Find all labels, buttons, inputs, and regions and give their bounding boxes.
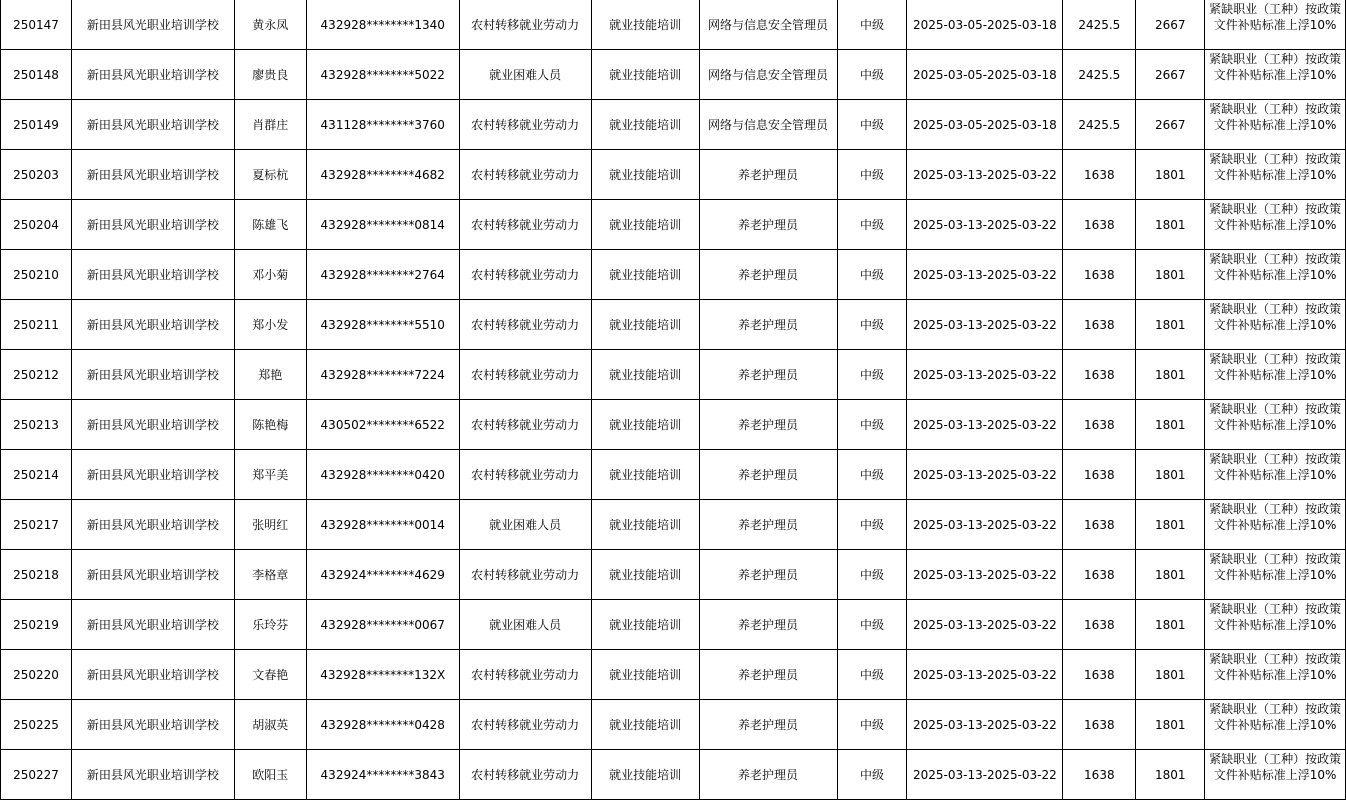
cell-school-name: 新田县风光职业培训学校 (71, 600, 234, 650)
cell-record-id: 250218 (1, 550, 72, 600)
cell-skill-level: 中级 (837, 200, 907, 250)
cell-personnel-category: 农村转移就业劳动力 (459, 300, 591, 350)
cell-training-period: 2025-03-05-2025-03-18 (907, 50, 1063, 100)
cell-training-period: 2025-03-05-2025-03-18 (907, 100, 1063, 150)
cell-id-number: 432928********0428 (306, 700, 459, 750)
table-row (1, 400, 1346, 450)
cell-trainee-name: 陈雄飞 (234, 200, 306, 250)
cell-subsidy-amount: 1801 (1136, 550, 1205, 600)
cell-skill-level: 中级 (837, 300, 907, 350)
cell-personnel-category: 就业困难人员 (459, 500, 591, 550)
cell-note: 紧缺职业（工种）按政策文件补贴标准上浮10% (1205, 500, 1346, 550)
cell-training-period: 2025-03-13-2025-03-22 (907, 750, 1063, 800)
cell-skill-level: 中级 (837, 150, 907, 200)
cell-school-name: 新田县风光职业培训学校 (71, 300, 234, 350)
cell-subsidy-base: 2425.5 (1063, 100, 1136, 150)
cell-school-name: 新田县风光职业培训学校 (71, 100, 234, 150)
cell-record-id: 250147 (1, 0, 72, 50)
cell-training-period: 2025-03-13-2025-03-22 (907, 650, 1063, 700)
cell-trainee-name: 郑平美 (234, 450, 306, 500)
cell-subsidy-base: 1638 (1063, 700, 1136, 750)
cell-id-number: 432928********0814 (306, 200, 459, 250)
cell-note: 紧缺职业（工种）按政策文件补贴标准上浮10% (1205, 0, 1346, 50)
cell-subsidy-base: 1638 (1063, 200, 1136, 250)
cell-id-number: 432924********3843 (306, 750, 459, 800)
cell-subsidy-amount: 1801 (1136, 300, 1205, 350)
table-row (1, 50, 1346, 100)
cell-note: 紧缺职业（工种）按政策文件补贴标准上浮10% (1205, 350, 1346, 400)
cell-skill-level: 中级 (837, 500, 907, 550)
cell-note: 紧缺职业（工种）按政策文件补贴标准上浮10% (1205, 700, 1346, 750)
cell-training-type: 就业技能培训 (591, 600, 699, 650)
cell-occupation: 网络与信息安全管理员 (699, 100, 837, 150)
cell-training-type: 就业技能培训 (591, 0, 699, 50)
cell-note: 紧缺职业（工种）按政策文件补贴标准上浮10% (1205, 50, 1346, 100)
cell-subsidy-amount: 2667 (1136, 0, 1205, 50)
cell-note: 紧缺职业（工种）按政策文件补贴标准上浮10% (1205, 650, 1346, 700)
cell-id-number: 430502********6522 (306, 400, 459, 450)
cell-id-number: 431128********3760 (306, 100, 459, 150)
cell-personnel-category: 就业困难人员 (459, 600, 591, 650)
cell-training-type: 就业技能培训 (591, 250, 699, 300)
cell-subsidy-base: 1638 (1063, 600, 1136, 650)
cell-id-number: 432928********1340 (306, 0, 459, 50)
cell-subsidy-amount: 2667 (1136, 50, 1205, 100)
cell-skill-level: 中级 (837, 100, 907, 150)
table-row (1, 0, 1346, 50)
cell-school-name: 新田县风光职业培训学校 (71, 50, 234, 100)
cell-personnel-category: 农村转移就业劳动力 (459, 750, 591, 800)
cell-subsidy-amount: 1801 (1136, 500, 1205, 550)
table-row (1, 150, 1346, 200)
cell-school-name: 新田县风光职业培训学校 (71, 0, 234, 50)
cell-skill-level: 中级 (837, 400, 907, 450)
cell-training-period: 2025-03-13-2025-03-22 (907, 350, 1063, 400)
cell-subsidy-base: 1638 (1063, 300, 1136, 350)
cell-subsidy-amount: 1801 (1136, 250, 1205, 300)
cell-occupation: 养老护理员 (699, 500, 837, 550)
cell-note: 紧缺职业（工种）按政策文件补贴标准上浮10% (1205, 550, 1346, 600)
table-row (1, 450, 1346, 500)
cell-personnel-category: 农村转移就业劳动力 (459, 0, 591, 50)
cell-training-type: 就业技能培训 (591, 500, 699, 550)
cell-skill-level: 中级 (837, 250, 907, 300)
cell-subsidy-base: 1638 (1063, 650, 1136, 700)
cell-record-id: 250214 (1, 450, 72, 500)
cell-id-number: 432928********0014 (306, 500, 459, 550)
cell-training-type: 就业技能培训 (591, 700, 699, 750)
cell-training-period: 2025-03-13-2025-03-22 (907, 450, 1063, 500)
table-row (1, 250, 1346, 300)
cell-occupation: 养老护理员 (699, 400, 837, 450)
cell-subsidy-amount: 2667 (1136, 100, 1205, 150)
cell-skill-level: 中级 (837, 700, 907, 750)
cell-record-id: 250212 (1, 350, 72, 400)
cell-training-period: 2025-03-13-2025-03-22 (907, 550, 1063, 600)
cell-subsidy-base: 2425.5 (1063, 50, 1136, 100)
cell-skill-level: 中级 (837, 650, 907, 700)
cell-note: 紧缺职业（工种）按政策文件补贴标准上浮10% (1205, 250, 1346, 300)
cell-training-type: 就业技能培训 (591, 200, 699, 250)
cell-subsidy-base: 1638 (1063, 150, 1136, 200)
cell-training-period: 2025-03-13-2025-03-22 (907, 200, 1063, 250)
cell-subsidy-base: 1638 (1063, 250, 1136, 300)
cell-subsidy-amount: 1801 (1136, 150, 1205, 200)
cell-trainee-name: 郑小发 (234, 300, 306, 350)
cell-note: 紧缺职业（工种）按政策文件补贴标准上浮10% (1205, 300, 1346, 350)
cell-id-number: 432928********0420 (306, 450, 459, 500)
cell-training-period: 2025-03-13-2025-03-22 (907, 150, 1063, 200)
cell-record-id: 250211 (1, 300, 72, 350)
cell-personnel-category: 农村转移就业劳动力 (459, 650, 591, 700)
cell-training-period: 2025-03-13-2025-03-22 (907, 500, 1063, 550)
cell-training-type: 就业技能培训 (591, 400, 699, 450)
cell-personnel-category: 就业困难人员 (459, 50, 591, 100)
table-row (1, 350, 1346, 400)
cell-school-name: 新田县风光职业培训学校 (71, 450, 234, 500)
cell-training-type: 就业技能培训 (591, 650, 699, 700)
cell-record-id: 250217 (1, 500, 72, 550)
table-row (1, 500, 1346, 550)
cell-subsidy-base: 1638 (1063, 400, 1136, 450)
cell-school-name: 新田县风光职业培训学校 (71, 250, 234, 300)
cell-trainee-name: 夏标杭 (234, 150, 306, 200)
cell-occupation: 养老护理员 (699, 550, 837, 600)
cell-subsidy-amount: 1801 (1136, 350, 1205, 400)
cell-skill-level: 中级 (837, 50, 907, 100)
cell-training-type: 就业技能培训 (591, 350, 699, 400)
cell-record-id: 250149 (1, 100, 72, 150)
cell-subsidy-base: 2425.5 (1063, 0, 1136, 50)
cell-note: 紧缺职业（工种）按政策文件补贴标准上浮10% (1205, 150, 1346, 200)
cell-occupation: 养老护理员 (699, 350, 837, 400)
cell-record-id: 250148 (1, 50, 72, 100)
cell-id-number: 432928********5510 (306, 300, 459, 350)
cell-school-name: 新田县风光职业培训学校 (71, 750, 234, 800)
cell-subsidy-base: 1638 (1063, 500, 1136, 550)
cell-occupation: 养老护理员 (699, 750, 837, 800)
cell-occupation: 养老护理员 (699, 150, 837, 200)
cell-training-type: 就业技能培训 (591, 550, 699, 600)
cell-school-name: 新田县风光职业培训学校 (71, 200, 234, 250)
table-row (1, 300, 1346, 350)
cell-personnel-category: 农村转移就业劳动力 (459, 350, 591, 400)
cell-training-type: 就业技能培训 (591, 100, 699, 150)
cell-occupation: 养老护理员 (699, 250, 837, 300)
cell-record-id: 250227 (1, 750, 72, 800)
cell-id-number: 432928********7224 (306, 350, 459, 400)
cell-id-number: 432928********4682 (306, 150, 459, 200)
cell-subsidy-amount: 1801 (1136, 200, 1205, 250)
cell-school-name: 新田县风光职业培训学校 (71, 150, 234, 200)
table-row (1, 100, 1346, 150)
cell-subsidy-amount: 1801 (1136, 650, 1205, 700)
cell-note: 紧缺职业（工种）按政策文件补贴标准上浮10% (1205, 100, 1346, 150)
cell-school-name: 新田县风光职业培训学校 (71, 400, 234, 450)
cell-id-number: 432928********2764 (306, 250, 459, 300)
cell-skill-level: 中级 (837, 450, 907, 500)
cell-id-number: 432928********0067 (306, 600, 459, 650)
cell-subsidy-base: 1638 (1063, 450, 1136, 500)
cell-trainee-name: 乐玲芬 (234, 600, 306, 650)
cell-record-id: 250220 (1, 650, 72, 700)
table-row (1, 600, 1346, 650)
cell-trainee-name: 胡淑英 (234, 700, 306, 750)
table-row (1, 200, 1346, 250)
cell-occupation: 养老护理员 (699, 300, 837, 350)
cell-occupation: 养老护理员 (699, 450, 837, 500)
cell-trainee-name: 肖群庄 (234, 100, 306, 150)
cell-training-type: 就业技能培训 (591, 300, 699, 350)
cell-training-period: 2025-03-13-2025-03-22 (907, 400, 1063, 450)
cell-subsidy-amount: 1801 (1136, 450, 1205, 500)
cell-record-id: 250203 (1, 150, 72, 200)
cell-occupation: 网络与信息安全管理员 (699, 0, 837, 50)
cell-skill-level: 中级 (837, 0, 907, 50)
cell-personnel-category: 农村转移就业劳动力 (459, 250, 591, 300)
cell-skill-level: 中级 (837, 550, 907, 600)
cell-training-type: 就业技能培训 (591, 750, 699, 800)
cell-personnel-category: 农村转移就业劳动力 (459, 200, 591, 250)
cell-note: 紧缺职业（工种）按政策文件补贴标准上浮10% (1205, 450, 1346, 500)
cell-trainee-name: 文春艳 (234, 650, 306, 700)
cell-record-id: 250225 (1, 700, 72, 750)
cell-training-period: 2025-03-13-2025-03-22 (907, 700, 1063, 750)
cell-occupation: 养老护理员 (699, 650, 837, 700)
cell-note: 紧缺职业（工种）按政策文件补贴标准上浮10% (1205, 600, 1346, 650)
cell-school-name: 新田县风光职业培训学校 (71, 350, 234, 400)
table-row (1, 650, 1346, 700)
cell-trainee-name: 廖贵良 (234, 50, 306, 100)
cell-personnel-category: 农村转移就业劳动力 (459, 400, 591, 450)
cell-subsidy-base: 1638 (1063, 550, 1136, 600)
cell-personnel-category: 农村转移就业劳动力 (459, 450, 591, 500)
cell-subsidy-amount: 1801 (1136, 400, 1205, 450)
cell-school-name: 新田县风光职业培训学校 (71, 700, 234, 750)
cell-subsidy-base: 1638 (1063, 350, 1136, 400)
table-row (1, 550, 1346, 600)
cell-skill-level: 中级 (837, 600, 907, 650)
cell-personnel-category: 农村转移就业劳动力 (459, 150, 591, 200)
cell-training-period: 2025-03-13-2025-03-22 (907, 600, 1063, 650)
cell-training-type: 就业技能培训 (591, 150, 699, 200)
cell-record-id: 250210 (1, 250, 72, 300)
cell-note: 紧缺职业（工种）按政策文件补贴标准上浮10% (1205, 200, 1346, 250)
cell-id-number: 432924********4629 (306, 550, 459, 600)
cell-trainee-name: 李格章 (234, 550, 306, 600)
cell-subsidy-amount: 1801 (1136, 600, 1205, 650)
table-row (1, 750, 1346, 800)
cell-record-id: 250204 (1, 200, 72, 250)
table-body (1, 0, 1346, 800)
cell-school-name: 新田县风光职业培训学校 (71, 550, 234, 600)
cell-id-number: 432928********132X (306, 650, 459, 700)
cell-occupation: 养老护理员 (699, 700, 837, 750)
cell-training-type: 就业技能培训 (591, 450, 699, 500)
cell-trainee-name: 邓小菊 (234, 250, 306, 300)
cell-note: 紧缺职业（工种）按政策文件补贴标准上浮10% (1205, 750, 1346, 800)
cell-occupation: 网络与信息安全管理员 (699, 50, 837, 100)
cell-trainee-name: 张明红 (234, 500, 306, 550)
cell-training-period: 2025-03-13-2025-03-22 (907, 250, 1063, 300)
cell-record-id: 250213 (1, 400, 72, 450)
cell-subsidy-amount: 1801 (1136, 750, 1205, 800)
cell-record-id: 250219 (1, 600, 72, 650)
cell-trainee-name: 陈艳梅 (234, 400, 306, 450)
cell-occupation: 养老护理员 (699, 200, 837, 250)
cell-occupation: 养老护理员 (699, 600, 837, 650)
cell-school-name: 新田县风光职业培训学校 (71, 500, 234, 550)
cell-skill-level: 中级 (837, 350, 907, 400)
cell-training-period: 2025-03-05-2025-03-18 (907, 0, 1063, 50)
cell-note: 紧缺职业（工种）按政策文件补贴标准上浮10% (1205, 400, 1346, 450)
cell-school-name: 新田县风光职业培训学校 (71, 650, 234, 700)
cell-trainee-name: 郑艳 (234, 350, 306, 400)
cell-trainee-name: 黄永凤 (234, 0, 306, 50)
cell-skill-level: 中级 (837, 750, 907, 800)
cell-trainee-name: 欧阳玉 (234, 750, 306, 800)
cell-subsidy-base: 1638 (1063, 750, 1136, 800)
cell-training-period: 2025-03-13-2025-03-22 (907, 300, 1063, 350)
cell-id-number: 432928********5022 (306, 50, 459, 100)
cell-training-type: 就业技能培训 (591, 50, 699, 100)
cell-personnel-category: 农村转移就业劳动力 (459, 550, 591, 600)
cell-subsidy-amount: 1801 (1136, 700, 1205, 750)
table-row (1, 700, 1346, 750)
cell-personnel-category: 农村转移就业劳动力 (459, 100, 591, 150)
cell-personnel-category: 农村转移就业劳动力 (459, 700, 591, 750)
